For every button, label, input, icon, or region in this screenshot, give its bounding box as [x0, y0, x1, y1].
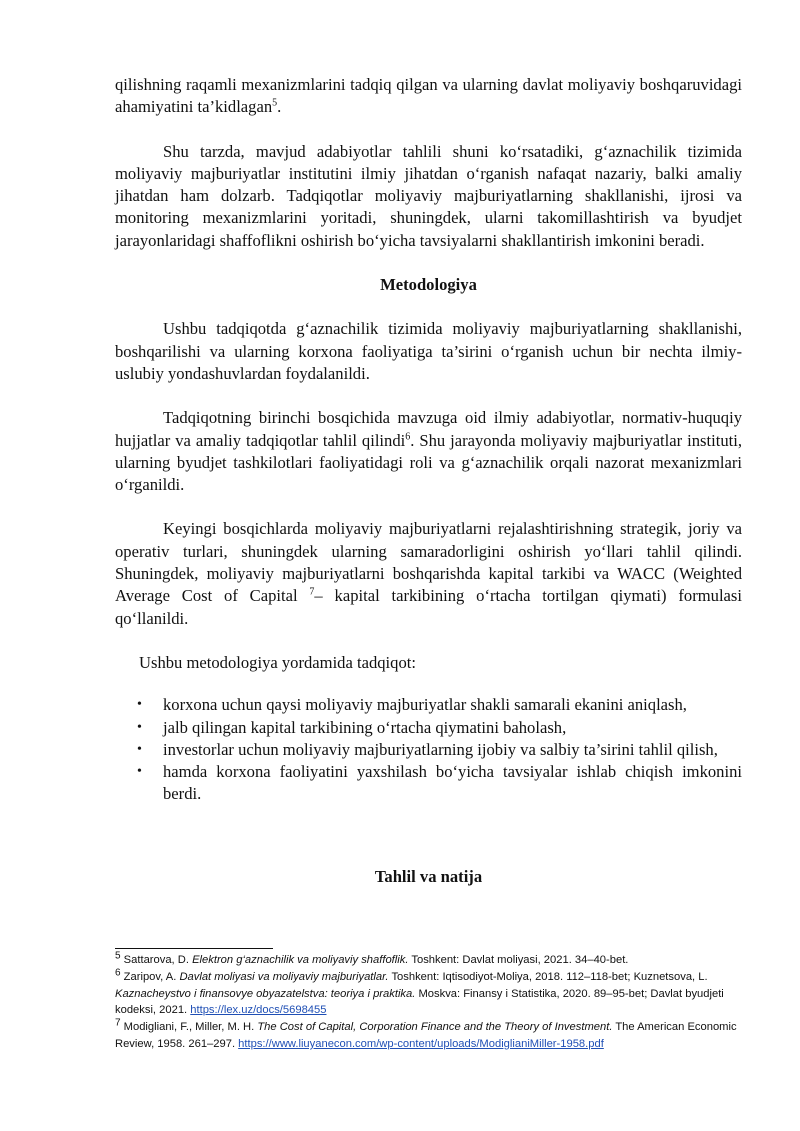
paragraph-next-stages: Keyingi bosqichlarda moliyaviy majburiyatlarni rejalashtirishning strategik, joriy va operativ turlari, shuningdek ularning samaradorligini oshirish yo‘llari tahlil qilindi. Shuningdek, moliyaviy majburiyatlarni boshqarishda kapital tarkibi va WACC (Weighted Average Cost of Capital $^7$– kapital tarkibining o‘rtacha tortilgan qiymati) formulasi qo‘llanildi. — [115, 519, 742, 628]
footnotes — [115, 948, 742, 1053]
paragraph-first-stage: Tadqiqotning birinchi bosqichida mavzuga oid ilmiy adabiyotlar, normativ-huquqiy hujjatlar va amaliy tadqiqotlar tahlil qilindi$^6$. Shu jarayonda moliyaviy majburiyatlar instituti, ularning byudjet tashkilotlari faoliyatidagi roli va g‘aznachilik orqali nazorat mexanizmlari o‘rganildi. — [115, 408, 742, 495]
footnote-5: $^5$ Sattarova, D. Elektron g‘aznachilik va moliyaviy shaffoflik. Toshkent: Davlat moliyasi, 2021. 34–40-bet. — [115, 950, 629, 966]
page-body — [115, 74, 742, 888]
footnote-6-link[interactable]: https://lex.uz/docs/5698455 — [190, 1004, 327, 1017]
list-item: • investorlar uchun moliyaviy majburiyatlarning ijobiy va salbiy ta’sirini tahlil qilish, — [163, 739, 742, 761]
bullet-icon: • — [137, 697, 142, 713]
bullet-icon: • — [137, 741, 142, 757]
heading-methodology: Metodologiya — [380, 275, 477, 295]
bullet-list — [115, 694, 742, 805]
paragraph-intro: qilishning raqamli mexanizmlarini tadqiq qilgan va ularning davlat moliyaviy boshqaruvidagi ahamiyatini ta’kidlagan$^5$. — [115, 75, 742, 117]
footnote-6: $^6$ Zaripov, A. Davlat moliyasi va moliyaviy majburiyatlar. Toshkent: Iqtisodiyot-Moliya, 2018. 112–118-bet; Kuznetsova, L. Kaznacheystvo i finansovye obyazatelstva: teoriya i praktika. Moskva: Finansy i Statistika, 2020. 89–95-bet; Davlat byudjeti kodeksi, 2021. https://lex.uz/docs/5698455 — [115, 967, 724, 1017]
paragraph-methodology-intro: Ushbu tadqiqotda g‘aznachilik tizimida moliyaviy majburiyatlarning shakllanishi, boshqarilishi va ularning korxona faoliyatiga ta’sirini o‘rganish uchun bir nechta ilmiy-uslubiy yondashuvlardan foydalanildi. — [115, 319, 742, 383]
footnote-7-link[interactable]: https://www.liuyanecon.com/wp-content/uploads/ModiglianiMiller-1958.pdf — [238, 1037, 604, 1050]
bullet-icon: • — [137, 719, 142, 735]
list-item: • jalb qilingan kapital tarkibining o‘rtacha qiymatini baholash, — [163, 717, 742, 739]
paragraph-methodology-results: Ushbu metodologiya yordamida tadqiqot: — [139, 652, 416, 672]
footnote-ref-7[interactable]: 7 — [309, 586, 315, 598]
footnote-7: $^7$ Modigliani, F., Miller, M. H. The Cost of Capital, Corporation Finance and the Theory of Investment. The American Economic Review, 1958. 261–297. https://www.liuyanecon.com/wp-content/uploads/ModiglianiMiller-1958.pdf — [115, 1017, 737, 1050]
footnote-ref-5[interactable]: 5 — [272, 97, 278, 109]
footnote-ref-6[interactable]: 6 — [405, 431, 411, 443]
bullet-icon: • — [137, 764, 142, 780]
list-item: • korxona uchun qaysi moliyaviy majburiyatlar shakli samarali ekanini aniqlash, — [163, 694, 742, 716]
footnote-separator — [115, 948, 273, 949]
heading-analysis-results: Tahlil va natija — [374, 866, 483, 886]
paragraph-literature-summary: Shu tarzda, mavjud adabiyotlar tahlili shuni ko‘rsatadiki, g‘aznachilik tizimida moliyaviy majburiyatlar institutini ilmiy jihatdan o‘rganish nafaqat nazariy, balki amaliy jihatdan ham dolzarb. Tadqiqotlar moliyaviy majburiyatlarning shakllanishi, ijrosi va monitoring mexanizmlarini yoritadi, shuningdek, ularni takomillashtirish va byudjet jarayonlaridagi shaffoflikni oshirish bo‘yicha tavsiyalarni shakllantirish imkonini beradi. — [115, 141, 742, 250]
list-item: • hamda korxona faoliyatini yaxshilash bo‘yicha tavsiyalar ishlab chiqish imkonini berdi. — [137, 762, 742, 804]
